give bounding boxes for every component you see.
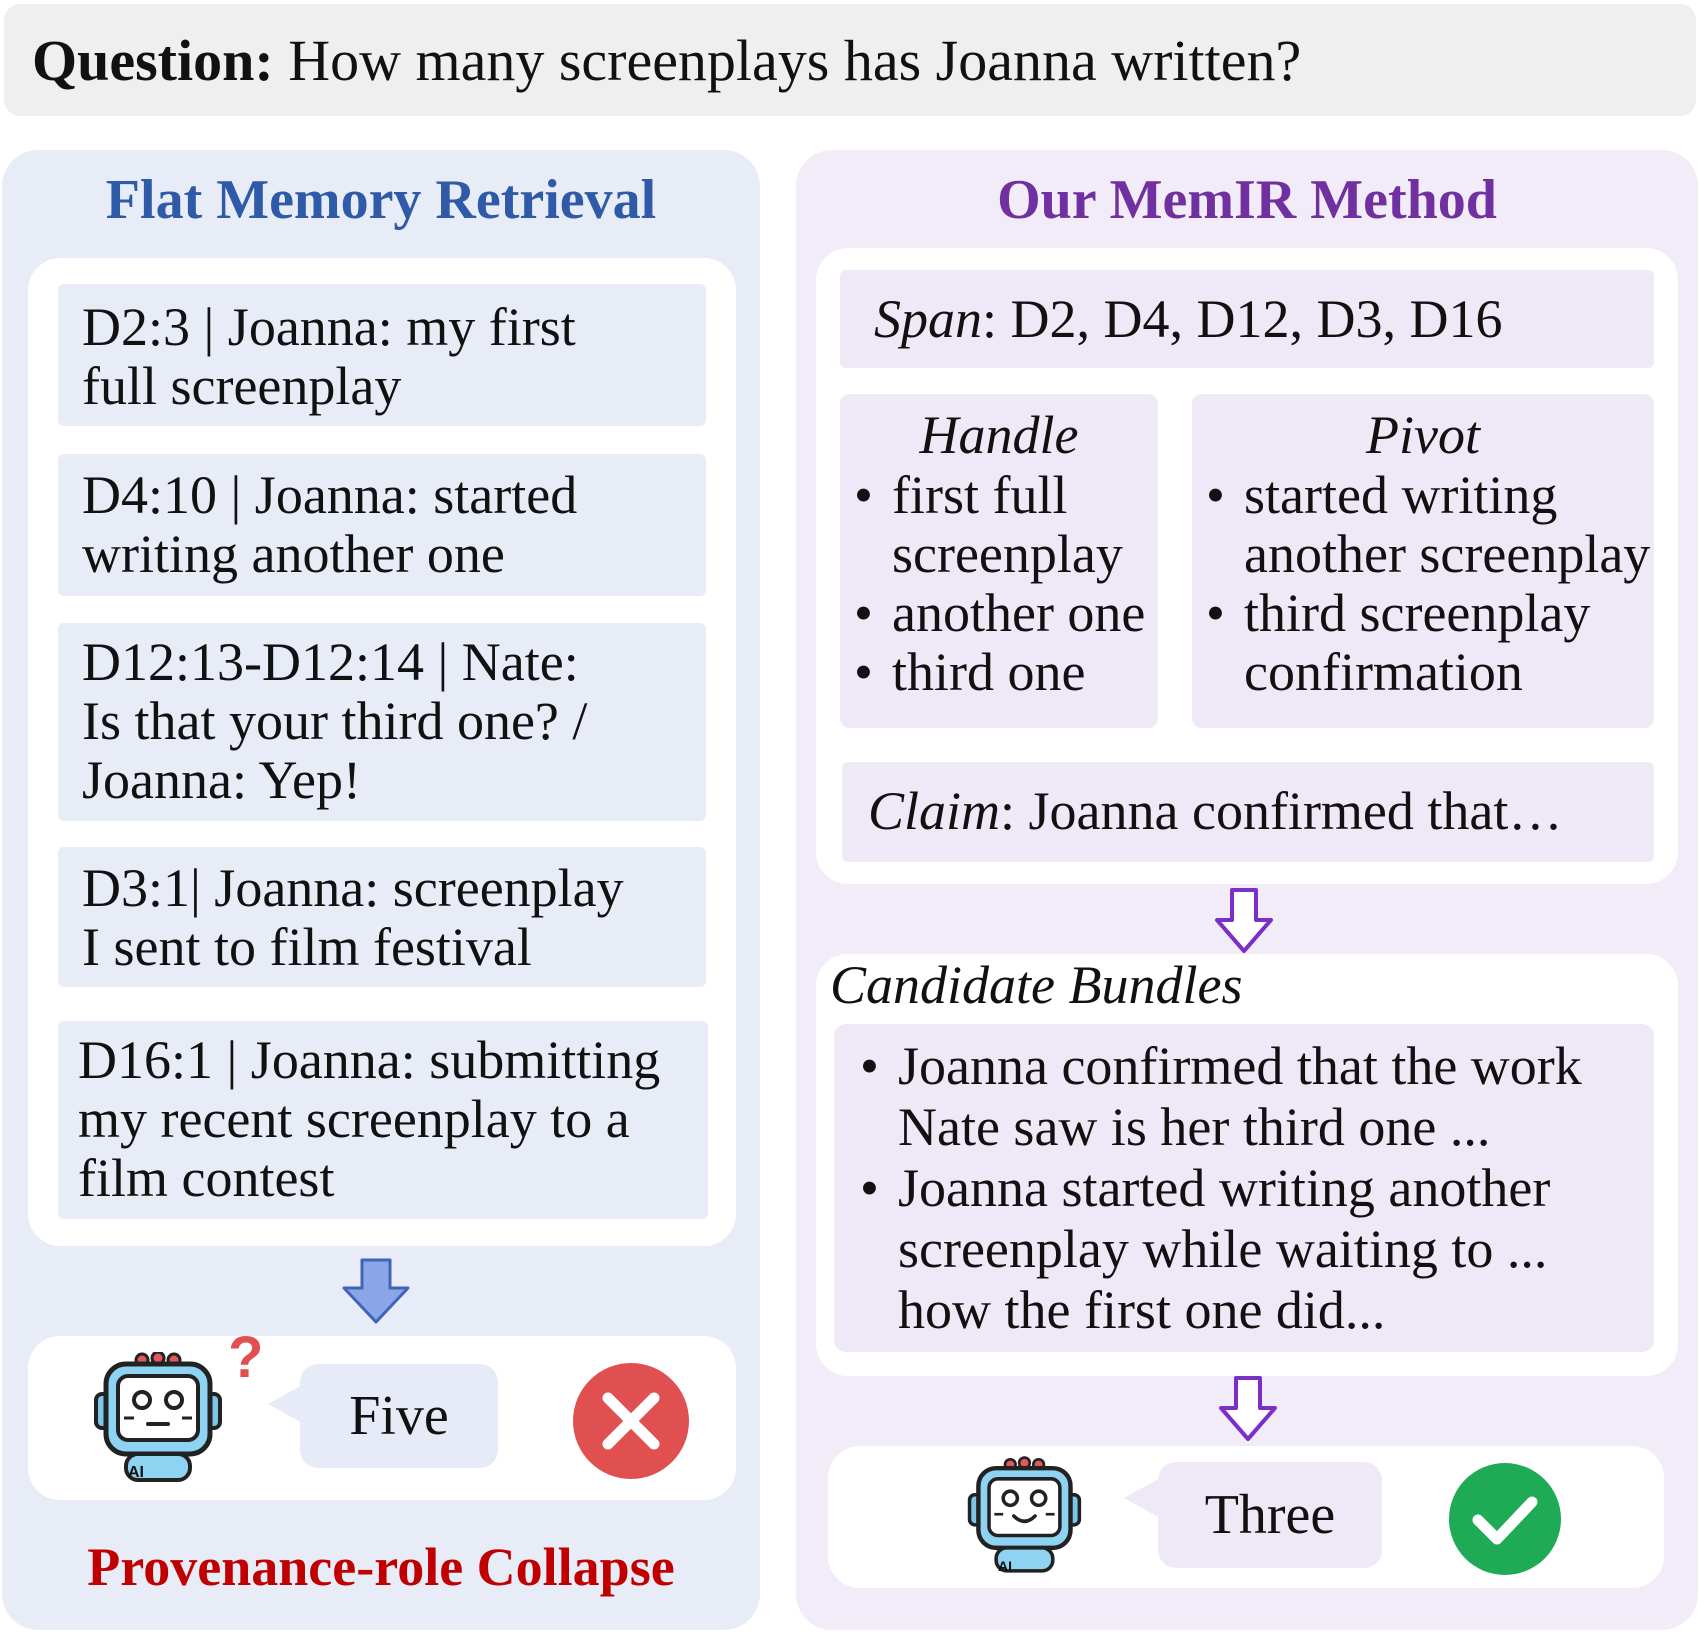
entry-line: Joanna: Yep! — [82, 750, 361, 810]
item-line: • Joanna confirmed that the work — [898, 1036, 1582, 1096]
question-bar — [4, 4, 1696, 116]
pivot-list — [1200, 465, 1651, 702]
entry-line: D12:13-D12:14 | Nate: — [82, 632, 579, 692]
entry-line: my recent screenplay to a — [78, 1089, 630, 1149]
speech-tail — [1124, 1478, 1160, 1518]
happy-robot-icon — [966, 1456, 1090, 1576]
bundle-item — [854, 1036, 1634, 1158]
entry-line: I sent to film festival — [82, 917, 532, 977]
check-icon — [1448, 1462, 1562, 1576]
item-line: • third one — [892, 642, 1086, 702]
entry-line: D16:1 | Joanna: submitting — [78, 1030, 661, 1090]
handle-list — [848, 466, 1150, 702]
item-line: screenplay — [892, 524, 1123, 584]
question-text: How many screenplays has Joanna written? — [288, 28, 1302, 93]
robot-badge: AI — [998, 1558, 1012, 1574]
wrong-x-icon — [572, 1362, 690, 1480]
item-line: • third screenplay — [1244, 583, 1591, 643]
span-row — [840, 270, 1654, 368]
memir-answer-bubble: Three — [1158, 1462, 1382, 1568]
claim-value: : Joanna confirmed that… — [1000, 781, 1563, 841]
item-line: • first full — [892, 465, 1068, 525]
provenance-collapse-label: Provenance-role Collapse — [87, 1537, 675, 1597]
entry-line: full screenplay — [82, 356, 402, 416]
pivot-title: Pivot — [1366, 405, 1480, 465]
pivot-item — [1200, 465, 1651, 584]
span-value: : D2, D4, D12, D3, D16 — [982, 289, 1503, 349]
memory-entry-d2-3 — [58, 284, 706, 426]
down-arrow-icon — [340, 1258, 412, 1326]
handle-title: Handle — [919, 405, 1079, 465]
memory-entry-d12-13 — [58, 623, 706, 821]
handle-item — [848, 643, 1150, 702]
confused-robot-icon — [92, 1352, 232, 1484]
handle-item — [848, 584, 1150, 643]
claim-label: Claim — [868, 781, 1001, 841]
memory-entry-d3-1 — [58, 847, 706, 987]
bundle-item — [854, 1158, 1634, 1341]
question-label: Question: — [32, 28, 274, 93]
span-label: Span — [874, 289, 982, 349]
handle-box — [840, 394, 1158, 728]
speech-tail — [268, 1384, 304, 1424]
entry-line: D4:10 | Joanna: started — [82, 465, 578, 525]
handle-item — [848, 466, 1150, 584]
item-line: • another one — [892, 583, 1146, 643]
memir-title: Our MemIR Method — [997, 169, 1497, 231]
down-arrow-icon — [1214, 888, 1274, 954]
memory-entry-d16-1 — [58, 1021, 708, 1219]
entry-line: film contest — [78, 1148, 335, 1208]
item-line: another screenplay — [1244, 524, 1651, 584]
pivot-item — [1200, 584, 1646, 702]
claim-row — [842, 762, 1654, 862]
down-arrow-icon — [1218, 1376, 1278, 1442]
entry-line: D2:3 | Joanna: my first — [82, 297, 576, 357]
flat-answer-bubble: Five — [300, 1364, 498, 1468]
flat-memory-title: Flat Memory Retrieval — [105, 169, 657, 231]
item-line: • Joanna started writing another — [898, 1158, 1551, 1218]
item-line: Nate saw is her third one ... — [898, 1097, 1491, 1157]
entry-line: writing another one — [82, 524, 505, 584]
candidate-bundles-title: Candidate Bundles — [830, 955, 1243, 1015]
entry-line: D3:1| Joanna: screenplay — [82, 858, 624, 918]
entry-line: Is that your third one? / — [82, 691, 588, 751]
item-line: confirmation — [1244, 642, 1523, 702]
question-mark-icon: ? — [228, 1325, 264, 1390]
item-line: how the first one did... — [898, 1280, 1386, 1340]
item-line: • started writing — [1244, 465, 1558, 525]
bundle-list-box — [834, 1024, 1654, 1352]
bundle-list — [854, 1036, 1634, 1341]
item-line: screenplay while waiting to ... — [898, 1219, 1548, 1279]
memory-entry-d4-10 — [58, 454, 706, 596]
robot-badge: AI — [128, 1464, 144, 1481]
pivot-box — [1192, 394, 1654, 728]
